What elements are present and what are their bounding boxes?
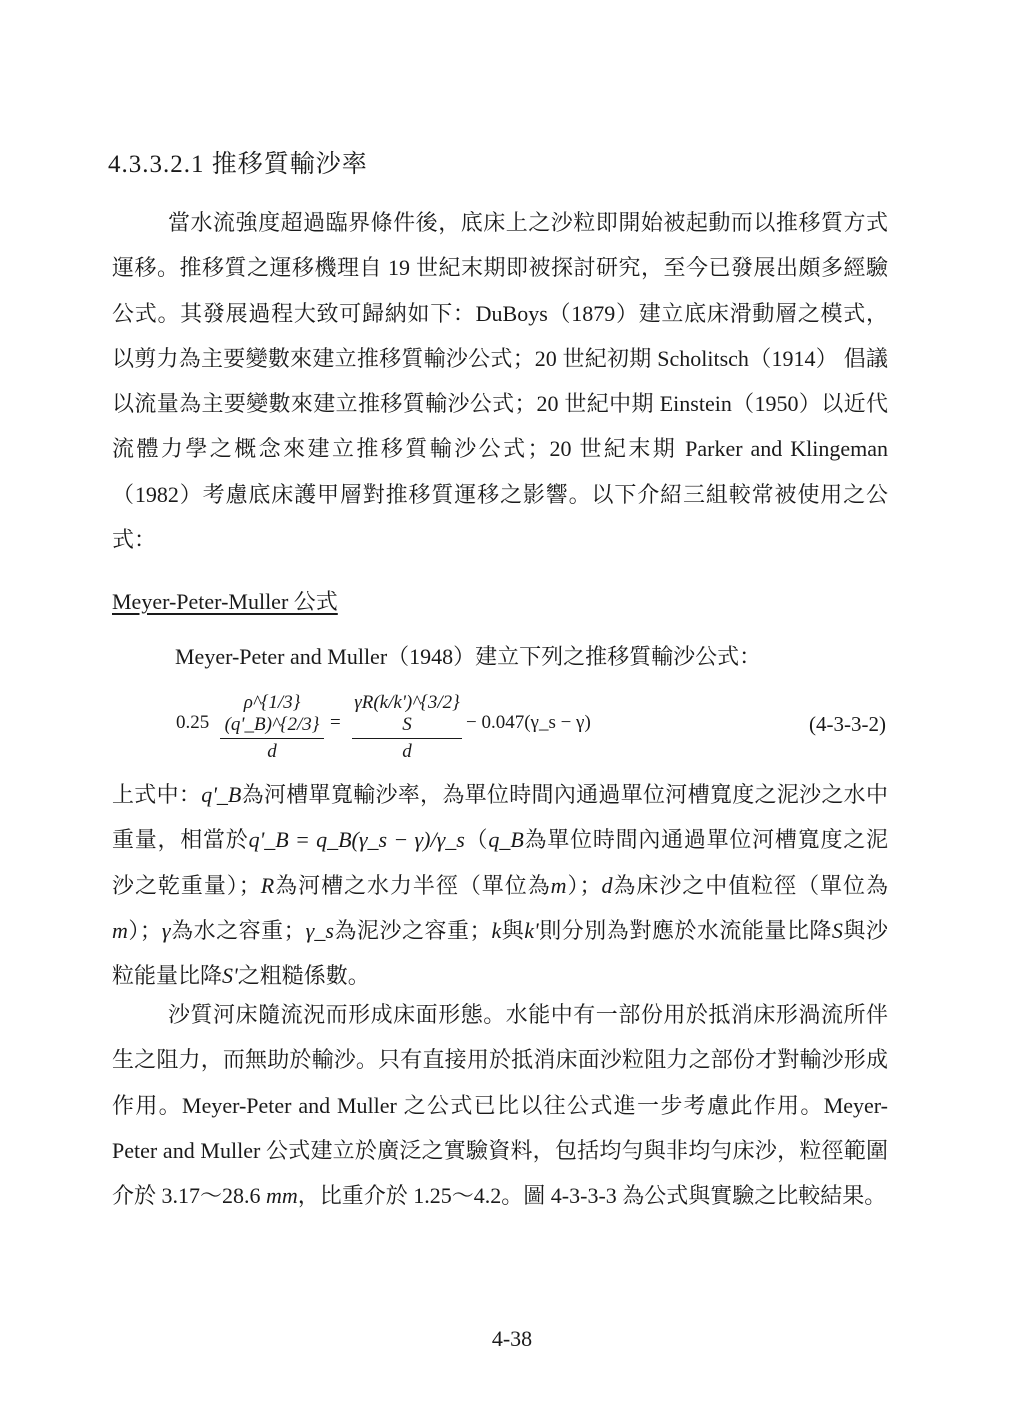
text-run: 則分別為對應於水流能量比降 [538, 917, 832, 943]
fraction-bar [220, 738, 324, 739]
math-symbol: d [601, 872, 613, 898]
math-symbol: γ_s [305, 917, 334, 943]
equation-fraction-right [352, 692, 462, 763]
math-unit: m [550, 872, 567, 898]
page-number: 4-38 [491, 1326, 533, 1351]
math-symbol: S' [222, 963, 238, 989]
formula-intro: Meyer-Peter and Muller（1948）建立下列之推移質輸沙公式： [175, 644, 762, 669]
fraction-numerator: γR(k/k')^{3/2} S [354, 692, 460, 735]
math-symbol: q'_B [201, 782, 242, 807]
fraction-denominator: d [267, 741, 277, 762]
math-symbol: k [491, 917, 502, 943]
math-symbol: S [831, 917, 843, 943]
fraction-numerator: ρ^{1/3}(q'_B)^{2/3} [224, 692, 320, 735]
paragraph-bedload-history: 當水流強度超過臨界條件後，底床上之沙粒即開始被起動而以推移質方式運移。推移質之運移機理自 19 世紀末期即被探討研究，至今已發展出頗多經驗公式。其發展過程大致可歸納如下：DuBoys（1879）建立底床滑動層之模式，以剪力為主要變數來建立推移質輸沙公式；20 世紀初期 Scholitsch（1914） 倡議以流量為主要變數來建立推移質輸沙公式；20 世紀中期 Einstein（1950）以近代流體力學之概念來建立推移質輸沙公式；20 世紀末期 Parker and Klingeman（1982）考慮底床護甲層對推移質運移之影響。以下介紹三組較常被使用之公式： [112, 210, 888, 553]
text-run: ）； [127, 917, 162, 943]
text-run: 為泥沙之容重； [333, 917, 492, 943]
text-run: ，比重介於 1.25～4.2。圖 4-3-3-3 為公式與實驗之比較結果。 [297, 1183, 887, 1209]
math-symbol: k' [524, 917, 539, 943]
math-symbol: R [260, 872, 275, 898]
text-run: 為床沙之中值粒徑（單位為 [612, 872, 888, 898]
formula-subheading: Meyer-Peter-Muller 公式 [112, 589, 338, 614]
text-run: 上式中： [112, 782, 202, 807]
text-run: 之粗糙係數。 [237, 963, 370, 989]
section-title: 推移質輸沙率 [211, 151, 368, 178]
math-symbol: γ [161, 917, 171, 943]
paragraph-variable-definitions [112, 772, 888, 998]
text-run: 與沙粒能量比降 [112, 917, 888, 989]
text-run: 為單位時間內通過單位河槽寬度之泥沙之乾重量）； [112, 827, 888, 898]
section-number: 4.3.3.2.1 [108, 151, 205, 178]
math-unit: mm [266, 1183, 298, 1209]
equation-tail: − 0.047(γ_s − γ) [466, 712, 591, 733]
text-run: （ [464, 827, 489, 853]
equation-number: (4-3-3-2) [809, 712, 886, 736]
text-run: 為河槽之水力半徑（單位為 [274, 872, 551, 898]
section-heading [108, 144, 368, 180]
text-run: 為水之容重； [170, 917, 306, 943]
text-run: 與 [501, 917, 525, 943]
equals-sign: = [330, 712, 341, 733]
fraction-bar [352, 738, 462, 739]
text-run: 為河槽單寬輸沙率，為單位時間內通過單位河槽寬度之泥沙之水中重量，相當於 [112, 782, 888, 853]
math-unit: m [112, 917, 128, 943]
fraction-denominator: d [402, 741, 412, 762]
text-run: 沙質河床隨流況而形成床面形態。水能中有一部份用於抵消床形渦流所伴生之阻力，而無助於輸沙。只有直接用於抵消床面沙粒阻力之部份才對輸沙形成作用。Meyer-Peter and Muller 之公式已比以往公式進一步考慮此作用。Meyer-Peter and Muller 公式建立於廣泛之實驗資料，包括均勻與非均勻床沙，粒徑範圍介於 3.17～28.6 [112, 1002, 888, 1209]
math-symbol: q_B [488, 827, 524, 853]
equation-4-3-3-2 [176, 690, 886, 760]
text-run: ）； [566, 872, 602, 898]
math-relation: q'_B = q_B(γ_s − γ)/γ_s [248, 827, 465, 853]
paragraph-bedform-resistance [112, 992, 888, 1218]
equation-fraction-left [220, 692, 324, 763]
equation-coefficient: 0.25 [176, 712, 210, 733]
